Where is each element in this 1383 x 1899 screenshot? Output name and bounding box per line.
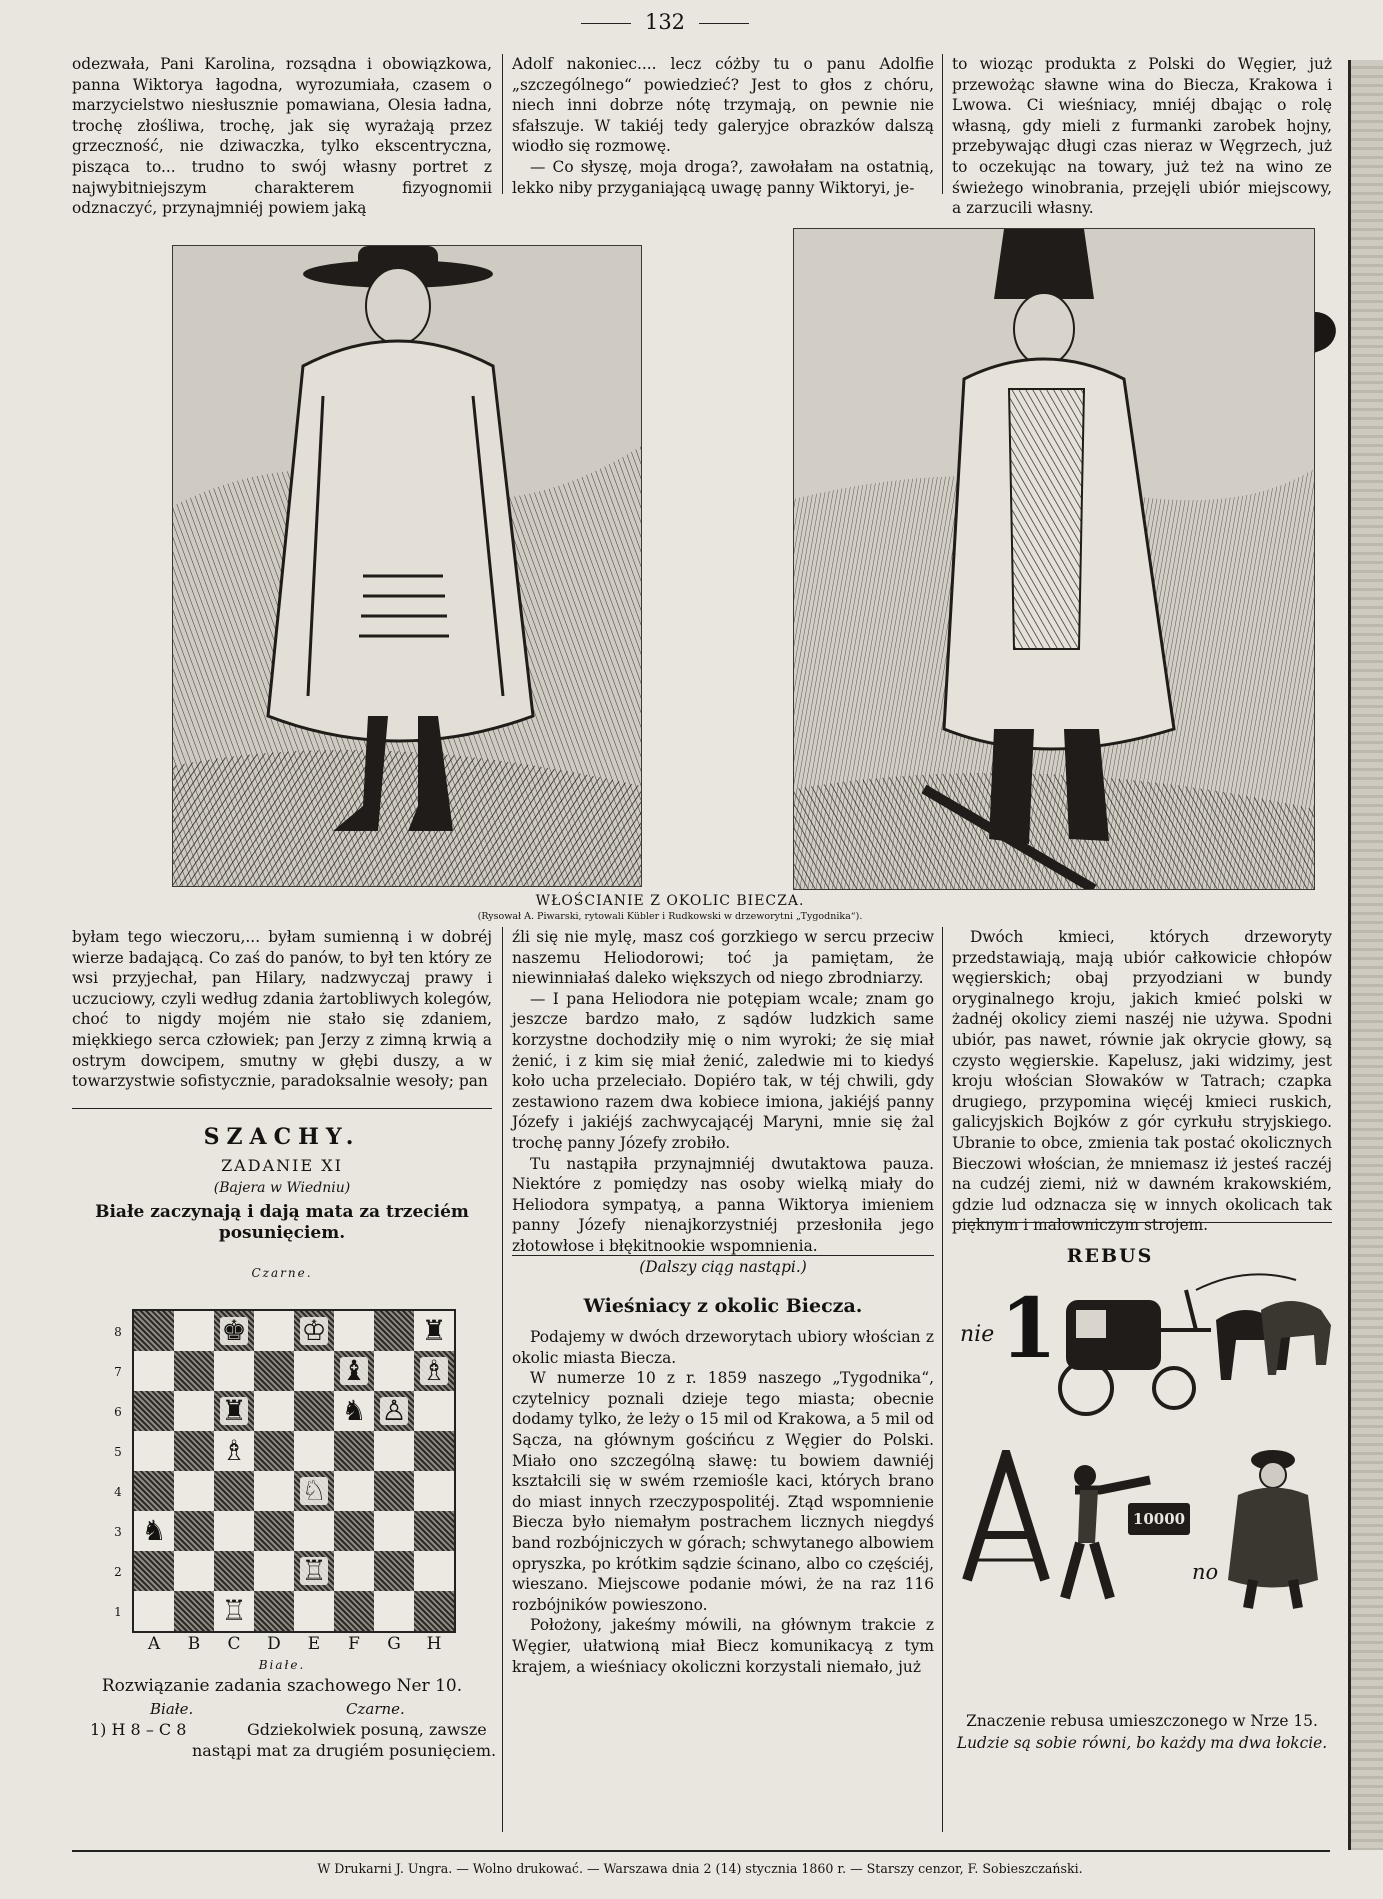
illustration-credit: (Rysował A. Piwarski, rytowali Kübler i Rudkowski w drzeworytni „Tygodnika“). — [477, 911, 863, 922]
chess-square-b8 — [174, 1311, 214, 1351]
chess-square-h3 — [414, 1511, 454, 1551]
chess-square-d3 — [254, 1511, 294, 1551]
chess-file-label: C — [227, 1634, 241, 1654]
chess-square-f2 — [334, 1551, 374, 1591]
chess-square-e6 — [294, 1391, 334, 1431]
rebus-word-nie: nie — [960, 1322, 995, 1347]
chess-square-f4 — [334, 1471, 374, 1511]
column-rule — [502, 54, 503, 194]
chess-file-label: D — [267, 1634, 281, 1654]
chess-square-b1 — [174, 1591, 214, 1631]
chess-square-e4 — [294, 1471, 334, 1511]
chess-rank-label: 4 — [114, 1485, 122, 1499]
chess-square-b2 — [174, 1551, 214, 1591]
chess-square-c8 — [214, 1311, 254, 1351]
chess-white-label: Białe. — [258, 1658, 306, 1672]
engraving-peasant-with-hat — [172, 245, 642, 887]
chess-square-g2 — [374, 1551, 414, 1591]
chess-square-e7 — [294, 1351, 334, 1391]
chess-square-g3 — [374, 1511, 414, 1551]
chess-square-c1 — [214, 1591, 254, 1631]
chess-piece: ♙ — [381, 1394, 407, 1427]
chess-rank-label: 3 — [114, 1525, 122, 1539]
chess-square-c4 — [214, 1471, 254, 1511]
chess-square-c5 — [214, 1431, 254, 1471]
chess-square-h2 — [414, 1551, 454, 1591]
chess-rank-label: 7 — [114, 1365, 122, 1379]
chess-piece: ♗ — [421, 1354, 447, 1387]
chess-square-d1 — [254, 1591, 294, 1631]
chess-square-h6 — [414, 1391, 454, 1431]
chess-square-d2 — [254, 1551, 294, 1591]
chess-square-e3 — [294, 1511, 334, 1551]
chess-square-c3 — [214, 1511, 254, 1551]
chess-square-h5 — [414, 1431, 454, 1471]
chess-square-f6 — [334, 1391, 374, 1431]
chess-file-label: A — [147, 1634, 161, 1654]
chess-square-b4 — [174, 1471, 214, 1511]
rebus-letter-a — [952, 1450, 953, 1451]
chess-square-g8 — [374, 1311, 414, 1351]
chess-rank-label: 1 — [114, 1605, 122, 1619]
chess-square-f1 — [334, 1591, 374, 1631]
column-2-top — [512, 54, 934, 198]
chess-square-e8 — [294, 1311, 334, 1351]
chess-square-d5 — [254, 1431, 294, 1471]
rebus-title: REBUS — [1066, 1245, 1154, 1267]
column-2-middle-para-2: — I pana Heliodora nie potępiam wcale; znam go jeszcze bardzo mało, z sądów ludzkich same korzystne dochodziły mię o nim wyroki; że się miał żenić, i z kim się miał żenić, zaledwie mi to kiedyś koło ucha przeleciało. Dopiéro tak, w téj chwili, gdy zestawiono razem dwa kobiece imiona, jakiéjś panny Józefy i jakiéjś zachwycającéj Maryni, mnie się żal trochę panny Józefy zrobiło. — [512, 989, 934, 1152]
chess-rank-label: 6 — [114, 1405, 122, 1419]
chess-square-b6 — [174, 1391, 214, 1431]
chess-file-label: B — [187, 1634, 201, 1654]
chess-author: (Bajera w Wiedniu) — [213, 1180, 351, 1196]
chess-square-f3 — [334, 1511, 374, 1551]
footer-rule — [72, 1850, 1330, 1852]
chess-square-f8 — [334, 1311, 374, 1351]
column-3-middle — [952, 927, 1332, 1236]
column-2-top-para-1: Adolf nakoniec.... lecz cóżby tu o panu Adolfie „szczególnego“ powiedzieć? Jest to głos z chóru, niech inni dobrze nótę trzymają, on pewnie nie sfałszuje. W takiéj tedy galeryjce obrazków dalszą wiodło się rozmowę. — [512, 55, 934, 156]
chess-square-c2 — [214, 1551, 254, 1591]
chess-square-a7 — [134, 1351, 174, 1391]
chess-square-e2 — [294, 1551, 334, 1591]
rebus-weight: 10000 — [1128, 1503, 1190, 1535]
chess-square-a2 — [134, 1551, 174, 1591]
article-title: Wieśniacy z okolic Biecza. — [583, 1295, 863, 1317]
chess-square-d7 — [254, 1351, 294, 1391]
chess-square-c6 — [214, 1391, 254, 1431]
chess-square-e1 — [294, 1591, 334, 1631]
illustration-caption: WŁOŚCIANIE Z OKOLIC BIECZA. — [535, 893, 805, 909]
carriage-illustration — [1046, 1270, 1336, 1420]
column-1-top-text: odezwała, Pani Karolina, rozsądna i obowiązkowa, panna Wiktorya łagodna, wyrozumiała, czasem o marzycielstwo niesłusznie pomawiana, Olesia ładna, trochę złośliwa, trochę, jak się wyrażają przez grzeczność, nie dziwaczka, tylko ekscentryczna, pisząca to... trudno to swój własny portret z najwybitniejszym charakterem fizyognomii odznaczyć, przynajmniéj powiem jaką — [72, 55, 492, 218]
page-number: 132 — [644, 10, 686, 34]
page-header — [0, 10, 1330, 34]
column-2-middle — [512, 927, 934, 1277]
chess-piece: ♗ — [221, 1434, 247, 1467]
chess-solution-white-head: Białe. — [150, 1700, 194, 1718]
chess-piece: ♜ — [421, 1314, 447, 1347]
chess-square-g4 — [374, 1471, 414, 1511]
chess-square-g1 — [374, 1591, 414, 1631]
chess-square-g7 — [374, 1351, 414, 1391]
chess-square-a8 — [134, 1311, 174, 1351]
chess-square-f7 — [334, 1351, 374, 1391]
chess-piece: ♞ — [341, 1394, 367, 1427]
chess-solution-title: Rozwiązanie zadania szachowego Ner 10. — [101, 1676, 463, 1696]
chess-square-g6 — [374, 1391, 414, 1431]
chess-square-f5 — [334, 1431, 374, 1471]
chess-square-b3 — [174, 1511, 214, 1551]
chess-piece: ♜ — [221, 1394, 247, 1427]
chess-piece: ♘ — [301, 1474, 327, 1507]
column-rule — [942, 54, 943, 194]
article-wiesniacy — [512, 1293, 934, 1677]
adjacent-page-edge — [1348, 60, 1383, 1850]
column-3-middle-text: Dwóch kmieci, których drzeworyty przedstawiają, mają ubiór całkowicie chłopów węgierskich; obaj przyodziani w bundy oryginalnego kroju, jakich kmieć polski w żadnéj okolicy ziemi naszéj nie używa. Spodni ubiór, pas nawet, równie jak okrycie głowy, są czysto węgierskie. Kapelusz, jaki widzimy, jest kroju włościan Słowaków w Tatrach; czapka drugiego, przypomina więcéj kmieci ruskich, galicyjskich Bojków z gór cyrkułu stryjskiego. Ubranie to obce, zmienia tak postać okolicznych Bieczowi włościan, że mniemasz iż jesteś raczéj na cudzéj ziemi, niż w dawném krakowskiém, gdzie lud odznacza się w innych okolicach tak pięknym i malowniczym strojem. — [952, 928, 1332, 1235]
column-1-top — [72, 54, 492, 219]
chess-square-h4 — [414, 1471, 454, 1511]
column-3-top-text: to wioząc produkta z Polski do Węgier, już przewożąc sławne wina do Biecza, Krakowa i Lwowa. Ci wieśniacy, mniéj dbając o rolę własną, gdy mieli z furmanki zarobek hojny, przebywając długi czas nieraz w Węgrzech, już to oczekując na towary, już też na wino ze świeżego winobrania, przejęli ubiór miejscowy, a zarzucili własny. — [952, 55, 1332, 218]
rebus-solution: Ludzie są sobie równi, bo każdy ma dwa łokcie. — [956, 1734, 1328, 1752]
chess-piece: ♞ — [141, 1514, 167, 1547]
article-para-1: Podajemy w dwóch drzeworytach ubiory włościan z okolic miasta Biecza. — [512, 1328, 934, 1367]
chess-file-label: H — [426, 1634, 442, 1654]
column-2-middle-para-3: Tu nastąpiła przynajmniéj dwutaktowa pauza. Niektóre z pomiędzy nas osoby wielką miały do Heliodora sympatyą, a panna Wiktorya imieniem panny Józefy nienajkorzystniéj przesłoniła jego złotowłose i błękitnookie wspomnienia. — [512, 1154, 934, 1255]
fat-man-illustration — [1218, 1440, 1328, 1610]
chess-solution-move: 1) H 8 – C 8 — [90, 1720, 187, 1739]
column-rule — [502, 927, 503, 1832]
imprint-footer: W Drukarni J. Ungra. — Wolno drukować. — Warszawa dnia 2 (14) stycznia 1860 r. — Starszy cenzor, F. Sobieszczański. — [317, 1861, 1083, 1876]
column-1-middle — [72, 927, 492, 1092]
chess-rank-label: 5 — [114, 1445, 122, 1459]
rebus-numeral-one: 1 — [1000, 1281, 1058, 1377]
article-para-2: W numerze 10 z r. 1859 naszego „Tygodnika“, czytelnicy poznali dzieje tego miasta; obecnie dodamy tylko, że leży o 15 mil od Krakowa, a 5 mil od Sącza, na głównym gościńcu z Węgier do Polski. Miało ono szczególną sławę: tu bowiem dawniéj kształcili się w swém rzemiośle kaci, których brano do miast innych rzeczypospolitéj. Ztąd wspomnienie Biecza było niemałym postrachem licznych niegdyś band rozbójniczych w górach; schwytanego albowiem opryszka, po krótkim sądzie ścinano, albo co częściéj, wieszano. Miejscowe podanie mówi, że na raz 116 rozbójników powieszono. — [512, 1369, 934, 1614]
chess-square-c7 — [214, 1351, 254, 1391]
chess-title: SZACHY. — [203, 1124, 361, 1150]
chess-board — [132, 1309, 456, 1633]
chess-file-label: G — [387, 1634, 401, 1654]
chess-square-a4 — [134, 1471, 174, 1511]
engraving-peasant-with-fur-cap — [793, 228, 1315, 890]
chess-solution-text-2: nastąpi mat za drugiém posunięciem. — [192, 1741, 497, 1760]
column-2-middle-para-1: źli się nie mylę, masz coś gorzkiego w sercu przeciw naszemu Heliodorowi; toć ja pamiętam, że niewinniałaś daleko większych od niego zbrodniarzy. — [512, 928, 934, 988]
chess-piece: ♔ — [301, 1314, 327, 1347]
rebus-letter-a-drawing — [952, 1450, 1060, 1585]
chess-square-h1 — [414, 1591, 454, 1631]
chess-square-h8 — [414, 1311, 454, 1351]
column-1-middle-text: byłam tego wieczoru,... byłam sumienną i w dobréj wierze badającą. Co zaś do panów, to był ten który ze wsi przyjechał, pan Hilary, nadzwyczaj prawy i uczuciowy, czyli według zdania żartobliwych kolegów, choć to nigdy mojém nie stało się zdaniem, miękkiego serca człowiek; pan Jerzy z zimną krwią a ostrym dowcipem, smutny w głębi duszy, a w towarzystwie sofistycznie, paradoksalnie wesoły; pan — [72, 928, 493, 1091]
column-2-top-para-2: — Co słyszę, moja droga?, zawołałam na ostatnią, lekko niby przyganiającą uwagę panny Wiktoryi, je- — [512, 157, 934, 197]
chess-square-a3 — [134, 1511, 174, 1551]
section-rule — [512, 1255, 934, 1256]
article-para-3: Położony, jakeśmy mówili, na głównym trakcie z Węgier, ułatwioną miał Biecz komunikacyą z tym krajem, a wieśniacy okoliczni korzystali niemało, już — [512, 1616, 934, 1676]
chess-problem-number: ZADANIE XI — [221, 1156, 343, 1175]
chess-piece: ♖ — [301, 1554, 327, 1587]
chess-square-a6 — [134, 1391, 174, 1431]
chess-piece: ♚ — [221, 1314, 247, 1347]
chess-task: Białe zaczynają i dają mata za trzeciém posunięciem. — [95, 1202, 469, 1243]
chess-square-e5 — [294, 1431, 334, 1471]
rebus-solution-caption: Znaczenie rebusa umieszczonego w Nrze 15. — [966, 1712, 1318, 1730]
chess-square-a1 — [134, 1591, 174, 1631]
chess-square-d6 — [254, 1391, 294, 1431]
chess-rank-label: 8 — [114, 1325, 122, 1339]
column-3-top — [952, 54, 1332, 219]
continued-note: (Dalszy ciąg nastąpi.) — [639, 1257, 807, 1276]
chess-square-b5 — [174, 1431, 214, 1471]
section-rule — [952, 1222, 1332, 1223]
chess-file-label: E — [307, 1634, 321, 1654]
section-rule — [72, 1108, 492, 1109]
chess-piece: ♝ — [341, 1354, 367, 1387]
chess-square-d4 — [254, 1471, 294, 1511]
rebus-word-no: no — [1192, 1560, 1219, 1584]
chess-square-h7 — [414, 1351, 454, 1391]
chess-black-label: Czarne. — [251, 1266, 313, 1280]
chess-piece: ♖ — [221, 1594, 247, 1627]
chess-square-g5 — [374, 1431, 414, 1471]
column-rule — [942, 927, 943, 1832]
chess-square-d8 — [254, 1311, 294, 1351]
chess-rank-label: 2 — [114, 1565, 122, 1579]
chess-solution-text-1: Gdziekolwiek posuną, zawsze — [247, 1720, 487, 1739]
chess-square-b7 — [174, 1351, 214, 1391]
chess-square-a5 — [134, 1431, 174, 1471]
chess-file-label: F — [348, 1634, 360, 1654]
chess-solution-black-head: Czarne. — [346, 1700, 405, 1718]
